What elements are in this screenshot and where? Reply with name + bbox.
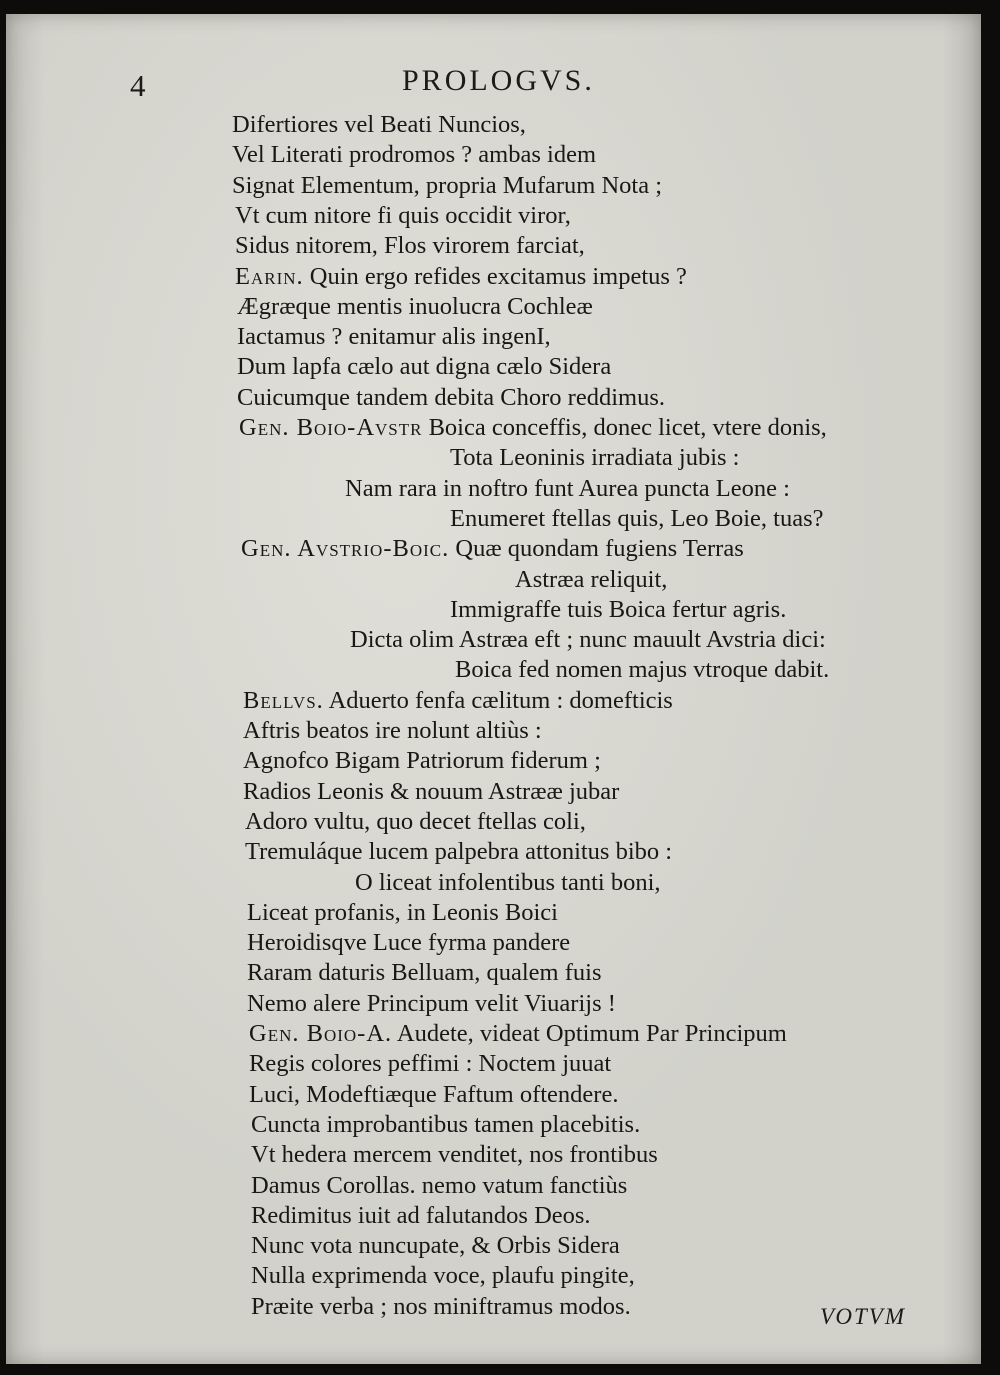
book-page xyxy=(6,14,981,1364)
line-text: O liceat infolentibus tanti boni, xyxy=(355,868,661,896)
line-text: Regis colores peffimi : Noctem juuat xyxy=(249,1050,612,1078)
line-text: Vt cum nitore fi quis occidit viror, xyxy=(235,201,571,229)
verse-line xyxy=(237,292,593,322)
verse-line xyxy=(251,1261,635,1291)
verse-line xyxy=(249,1080,618,1110)
speaker-line xyxy=(249,1019,787,1049)
verse-line xyxy=(251,1201,591,1231)
speaker-name: Gen. Boio-Avstr xyxy=(239,414,423,441)
verse-line xyxy=(355,868,661,898)
verse-line xyxy=(251,1231,620,1261)
line-text: Sidus nitorem, Flos virorem farciat, xyxy=(235,232,585,260)
verse-line xyxy=(455,655,829,685)
line-text: Difertiores vel Beati Nuncios, xyxy=(232,111,526,138)
verse-line xyxy=(247,989,616,1019)
verse-line xyxy=(515,565,667,595)
verse-line xyxy=(232,110,526,140)
speaker-line xyxy=(235,262,687,292)
verse-line xyxy=(232,171,662,201)
verse-line xyxy=(237,383,665,413)
verse-line xyxy=(247,898,558,928)
verse-line xyxy=(350,625,826,655)
speaker-name: Bellvs. xyxy=(243,686,324,714)
verse-line xyxy=(243,716,542,746)
verse-line xyxy=(249,1049,611,1079)
line-text: Boica fed nomen majus vtroque dabit. xyxy=(455,656,830,684)
verse-line xyxy=(235,231,585,261)
speaker-name: Gen. Avstrio-Boic. xyxy=(241,535,450,563)
verse-line xyxy=(251,1140,658,1170)
line-text: Nunc vota nuncupate, & Orbis Sidera xyxy=(251,1232,620,1260)
verse-line xyxy=(247,958,601,988)
line-text: Præite verba ; nos miniftramus modos. xyxy=(251,1292,631,1320)
line-text: Redimitus iuit ad falutandos Deos. xyxy=(251,1201,591,1229)
line-text: Cuicumque tandem debita Choro reddimus. xyxy=(237,383,665,411)
page-number: 4 xyxy=(130,68,146,103)
line-text: Immigraffe tuis Boica fertur agris. xyxy=(450,595,787,623)
line-text: Boica conceffis, donec licet, vtere donis, xyxy=(422,414,827,441)
speaker-line xyxy=(241,534,744,564)
line-text: Aduerto fenfa cælitum : domefticis xyxy=(323,686,673,714)
verse-line xyxy=(235,201,571,231)
verse-line xyxy=(247,928,570,958)
verse-line xyxy=(251,1110,640,1140)
verse-line xyxy=(232,140,596,170)
line-text: Quin ergo refides excitamus impetus ? xyxy=(303,262,687,290)
verse-line xyxy=(450,443,740,473)
verse-line xyxy=(243,777,619,807)
verse-line xyxy=(450,595,786,625)
line-text: Dum lapfa cælo aut digna cælo Sidera xyxy=(237,353,612,381)
verse-line xyxy=(237,352,611,382)
line-text: Radios Leonis & nouum Astrææ jubar xyxy=(243,777,620,805)
page-header xyxy=(6,62,981,102)
catchword: VOTVM xyxy=(820,1304,906,1329)
line-text: Ægræque mentis inuolucra Cochleæ xyxy=(237,292,593,320)
speaker-line xyxy=(239,413,827,443)
verse-line xyxy=(345,474,790,504)
verse-line xyxy=(245,807,586,837)
verse-line xyxy=(243,746,601,776)
line-text: Heroidisqve Luce fyrma pandere xyxy=(247,929,571,957)
running-head: PROLOGVS. xyxy=(402,64,595,97)
line-text: Cuncta improbantibus tamen placebitis. xyxy=(251,1110,641,1138)
line-text: Tota Leoninis irradiata jubis : xyxy=(450,444,740,472)
speaker-line xyxy=(243,686,673,716)
line-text: Enumeret ftellas quis, Leo Boie, tuas? xyxy=(450,504,824,532)
line-text: Aftris beatos ire nolunt altiùs : xyxy=(243,717,542,744)
line-text: Astræa reliquit, xyxy=(515,565,668,593)
verse-line xyxy=(237,322,551,352)
line-text: Iactamus ? enitamur alis ingenI, xyxy=(237,323,551,351)
line-text: Vt hedera mercem venditet, nos frontibus xyxy=(251,1141,658,1169)
line-text: Nulla exprimenda voce, plaufu pingite, xyxy=(251,1262,635,1290)
line-text: Tremuláque lucem palpebra attonitus bibo : xyxy=(245,838,673,866)
line-text: Quæ quondam fugiens Terras xyxy=(449,535,744,563)
line-text: Dicta olim Astræa eft ; nunc mauult Avstria dici: xyxy=(350,626,826,654)
verse-line xyxy=(450,504,824,534)
line-text: Raram daturis Belluam, qualem fuis xyxy=(247,959,602,987)
verse-line xyxy=(251,1171,627,1201)
line-text: Luci, Modeftiæque Faftum oftendere. xyxy=(249,1080,619,1108)
verse-line xyxy=(245,837,672,867)
line-text: Agnofco Bigam Patriorum fiderum ; xyxy=(243,747,601,775)
line-text: Audete, videat Optimum Par Principum xyxy=(392,1020,787,1047)
line-text: Signat Elementum, propria Mufarum Nota ; xyxy=(232,171,663,199)
speaker-name: Gen. Boio-A. xyxy=(249,1020,393,1047)
line-text: Vel Literati prodromos ? ambas idem xyxy=(232,141,596,169)
line-text: Damus Corollas. nemo vatum fanctiùs xyxy=(251,1171,628,1199)
line-text: Nam rara in noftro funt Aurea puncta Leone : xyxy=(345,474,790,502)
line-text: Nemo alere Principum velit Viuarijs ! xyxy=(247,989,616,1017)
line-text: Liceat profanis, in Leonis Boici xyxy=(247,898,558,926)
verse-line xyxy=(251,1292,631,1322)
line-text: Adoro vultu, quo decet ftellas coli, xyxy=(245,807,586,835)
speaker-name: Earin. xyxy=(235,262,304,290)
